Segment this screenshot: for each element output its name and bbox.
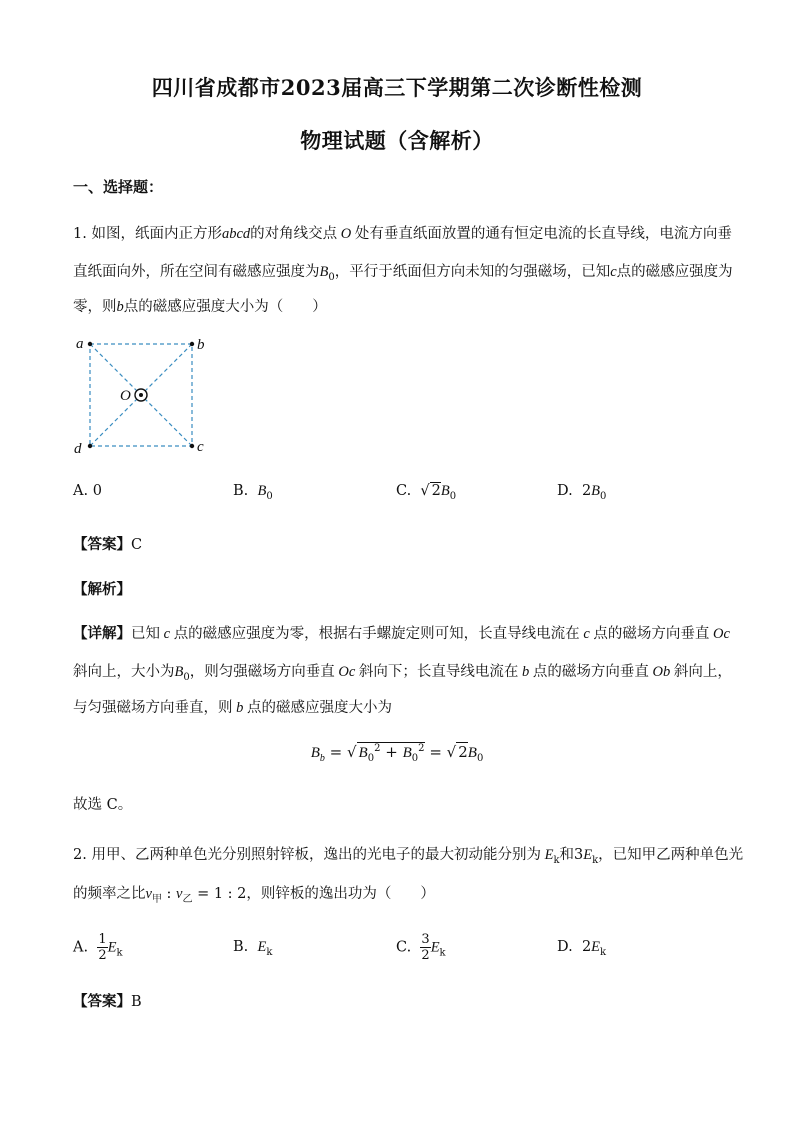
q2-option-b[interactable]: B. $E_k$: [233, 939, 273, 958]
q2-answer: 【答案】B: [73, 993, 142, 1010]
q1-line1: 1. 如图，纸面内正方形abcd的对角线交点 O 处有垂直纸面放置的通有恒定电流的长直导线，电流方向垂: [73, 226, 732, 242]
label-a: a: [76, 336, 84, 352]
q1-option-b[interactable]: B. $B_0$: [233, 483, 273, 502]
label-O: O: [120, 388, 131, 404]
q1-detail-line3: 与匀强磁场方向垂直，则 b 点的磁感应强度大小为: [73, 700, 392, 716]
point-b: [190, 342, 194, 346]
label-c: c: [197, 439, 204, 455]
q1-conclusion: 故选 C。: [73, 797, 133, 813]
page-title: 四川省成都市2023届高三下学期第二次诊断性检测: [151, 75, 643, 100]
point-a: [88, 342, 92, 346]
wire-dot: [139, 393, 143, 397]
q1-line2: 直纸面向外，所在空间有磁感应强度为$B_0$，平行于纸面但方向未知的匀强磁场，已知c点的磁感应强度为: [73, 264, 733, 283]
q2-option-a[interactable]: A. $\frac{1}{2}$ $E_k$: [73, 932, 123, 963]
section-heading: 一、选择题：: [73, 178, 164, 196]
q1-figure: [70, 330, 220, 460]
q1-detail-line1: 【详解】已知 c 点的磁感应强度为零，根据右手螺旋定则可知，长直导线电流在 c 点的磁场方向垂直 Oc: [73, 625, 730, 642]
q1-option-d[interactable]: D. $2B_0$: [557, 483, 607, 502]
label-d: d: [74, 441, 82, 457]
label-b: b: [197, 337, 205, 353]
point-c: [190, 444, 194, 448]
q2-option-d[interactable]: D. $2E_k$: [557, 939, 607, 958]
q1-formula: $B_b$ = √ $B_0^2 + B_0^2$ = √ $2B_0$: [310, 743, 484, 764]
q1-answer: 【答案】C: [73, 536, 143, 553]
q1-line3: 零，则b点的磁感应强度大小为（ ）: [73, 299, 327, 315]
q1-detail-line2: 斜向上，大小为$B_0$，则匀强磁场方向垂直 Oc 斜向下；长直导线电流在 b 点的磁场方向垂直 Ob 斜向上，: [73, 664, 732, 683]
q2-line2: 的频率之比$\nu_甲$ : $\nu_乙 = 1$ : 2，则锌板的逸出功为（ ）: [73, 886, 435, 905]
q1-option-c[interactable]: C. √ $2B_0$: [396, 483, 457, 502]
point-d: [88, 444, 92, 448]
q2-option-c[interactable]: C. $\frac{3}{2}$ $E_k$: [396, 932, 446, 963]
q1-option-a[interactable]: A. 0: [73, 483, 102, 499]
page-subtitle: 物理试题（含解析）: [300, 128, 494, 153]
q1-analysis-tag: 【解析】: [73, 581, 131, 598]
q2-line1: 2. 用甲、乙两种单色光分别照射锌板，逸出的光电子的最大初动能分别为 $E_k$和$3E_k$，已知甲乙两种单色光: [73, 847, 744, 866]
